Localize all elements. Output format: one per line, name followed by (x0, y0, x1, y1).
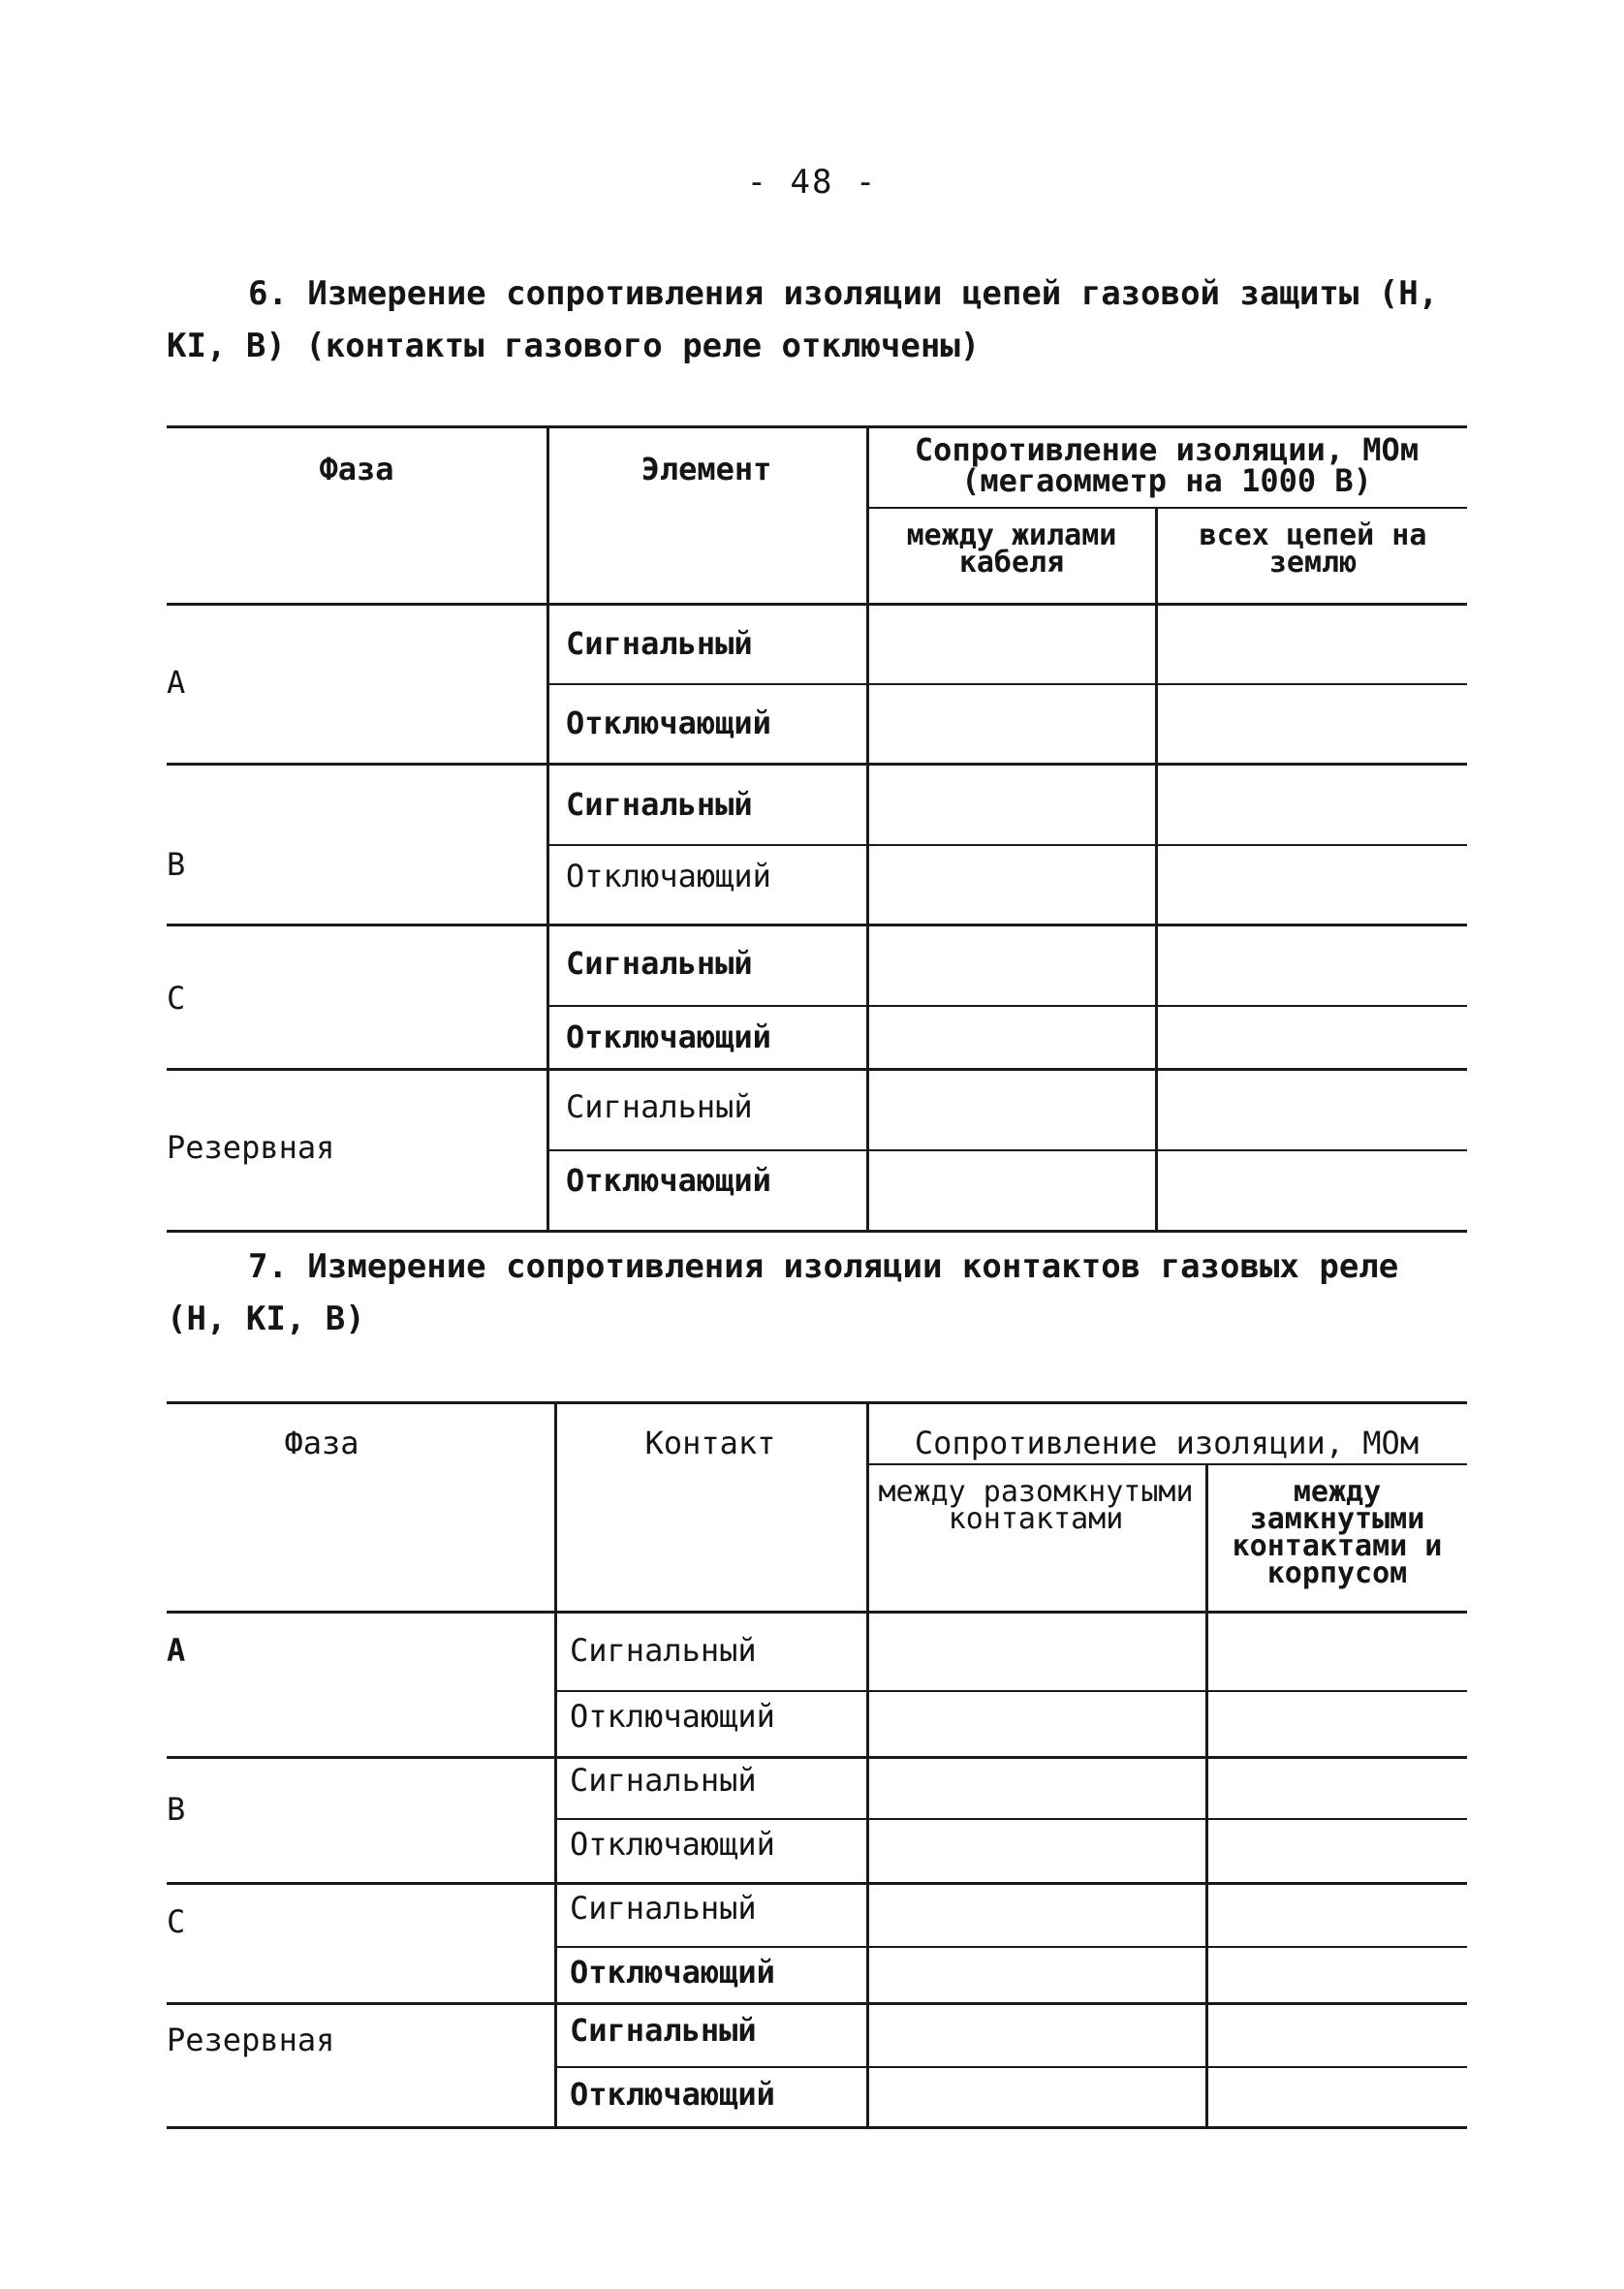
contact-label: Отключающий (570, 1698, 775, 1735)
table-rule (167, 924, 1467, 926)
contact-label: Отключающий (570, 1954, 775, 1991)
table-rule (547, 425, 549, 1233)
column-header-phase: Фаза (284, 1425, 359, 1461)
table-rule (554, 1401, 557, 2129)
element-label: Сигнальный (566, 786, 753, 823)
table-rule (167, 603, 1467, 606)
table-rule (866, 425, 869, 1233)
insulation-circuits-table (167, 425, 1467, 1234)
phase-label: С (167, 980, 186, 1017)
column-header-resistance: Сопротивление изоляции, МОм (914, 431, 1420, 468)
contact-label: Сигнальный (570, 1762, 757, 1799)
table-rule (547, 1149, 1467, 1151)
relay-contacts-table (167, 1401, 1467, 2130)
phase-label: В (167, 846, 186, 883)
contact-label: Сигнальный (570, 1632, 757, 1669)
phase-label: А (167, 664, 186, 701)
element-label: Сигнальный (566, 625, 753, 662)
table-rule (167, 1401, 1467, 1404)
phase-label: Резервная (167, 2022, 335, 2058)
table-rule (866, 1463, 1467, 1465)
table-rule (547, 1005, 1467, 1007)
contact-label: Сигнальный (570, 2012, 757, 2049)
phase-label: С (167, 1903, 186, 1940)
subheader-between-cores: между жилами кабеля (906, 518, 1117, 580)
subheader-to-ground: всех цепей на землю (1199, 518, 1427, 580)
contact-label: Сигнальный (570, 1890, 757, 1927)
table-rule (167, 1756, 1467, 1759)
page-number: - 48 - (746, 163, 878, 202)
phase-label: А (167, 1632, 186, 1669)
column-header-resistance: Сопротивление изоляции, МОм (914, 1425, 1420, 1461)
table-rule (167, 1230, 1467, 1233)
table-rule (547, 683, 1467, 685)
phase-label: Резервная (167, 1129, 335, 1166)
table-rule (167, 2126, 1467, 2129)
section-6-heading: 6. Измерение сопротивления изоляции цепей газовой защиты (Н, KI, В) (контакты газового реле отключены) (167, 274, 1439, 365)
column-header-element: Элемент (640, 451, 772, 487)
section-7-heading: 7. Измерение сопротивления изоляции контактов газовых реле (Н, KI, В) (167, 1247, 1399, 1338)
contact-label: Отключающий (570, 2076, 775, 2113)
phase-label: В (167, 1791, 186, 1828)
table-rule (167, 1068, 1467, 1071)
table-rule (554, 1946, 1467, 1948)
element-label: Отключающий (566, 858, 771, 894)
table-rule (167, 425, 1467, 428)
table-rule (167, 1611, 1467, 1614)
table-rule (167, 763, 1467, 766)
table-rule (554, 1818, 1467, 1820)
subheader-closed-contacts: между замкнутыми контактами и корпусом (1232, 1475, 1443, 1590)
subheader-open-contacts: между разомкнутыми контактами (878, 1475, 1194, 1536)
column-header-contact: Контакт (644, 1425, 776, 1461)
table-rule (1205, 1463, 1208, 2129)
table-rule (554, 2066, 1467, 2068)
element-label: Сигнальный (566, 945, 753, 982)
column-header-megohmmeter: (мегаомметр на 1000 В) (961, 462, 1372, 499)
table-rule (547, 844, 1467, 846)
table-rule (866, 1401, 869, 2129)
table-rule (167, 1882, 1467, 1885)
element-label: Сигнальный (566, 1088, 753, 1125)
element-label: Отключающий (566, 1019, 771, 1055)
table-rule (167, 2002, 1467, 2005)
table-rule (1155, 507, 1158, 1233)
table-rule (866, 507, 1467, 509)
column-header-phase: Фаза (319, 451, 394, 487)
element-label: Отключающий (566, 705, 771, 741)
table-rule (554, 1690, 1467, 1692)
contact-label: Отключающий (570, 1826, 775, 1863)
element-label: Отключающий (566, 1162, 771, 1199)
